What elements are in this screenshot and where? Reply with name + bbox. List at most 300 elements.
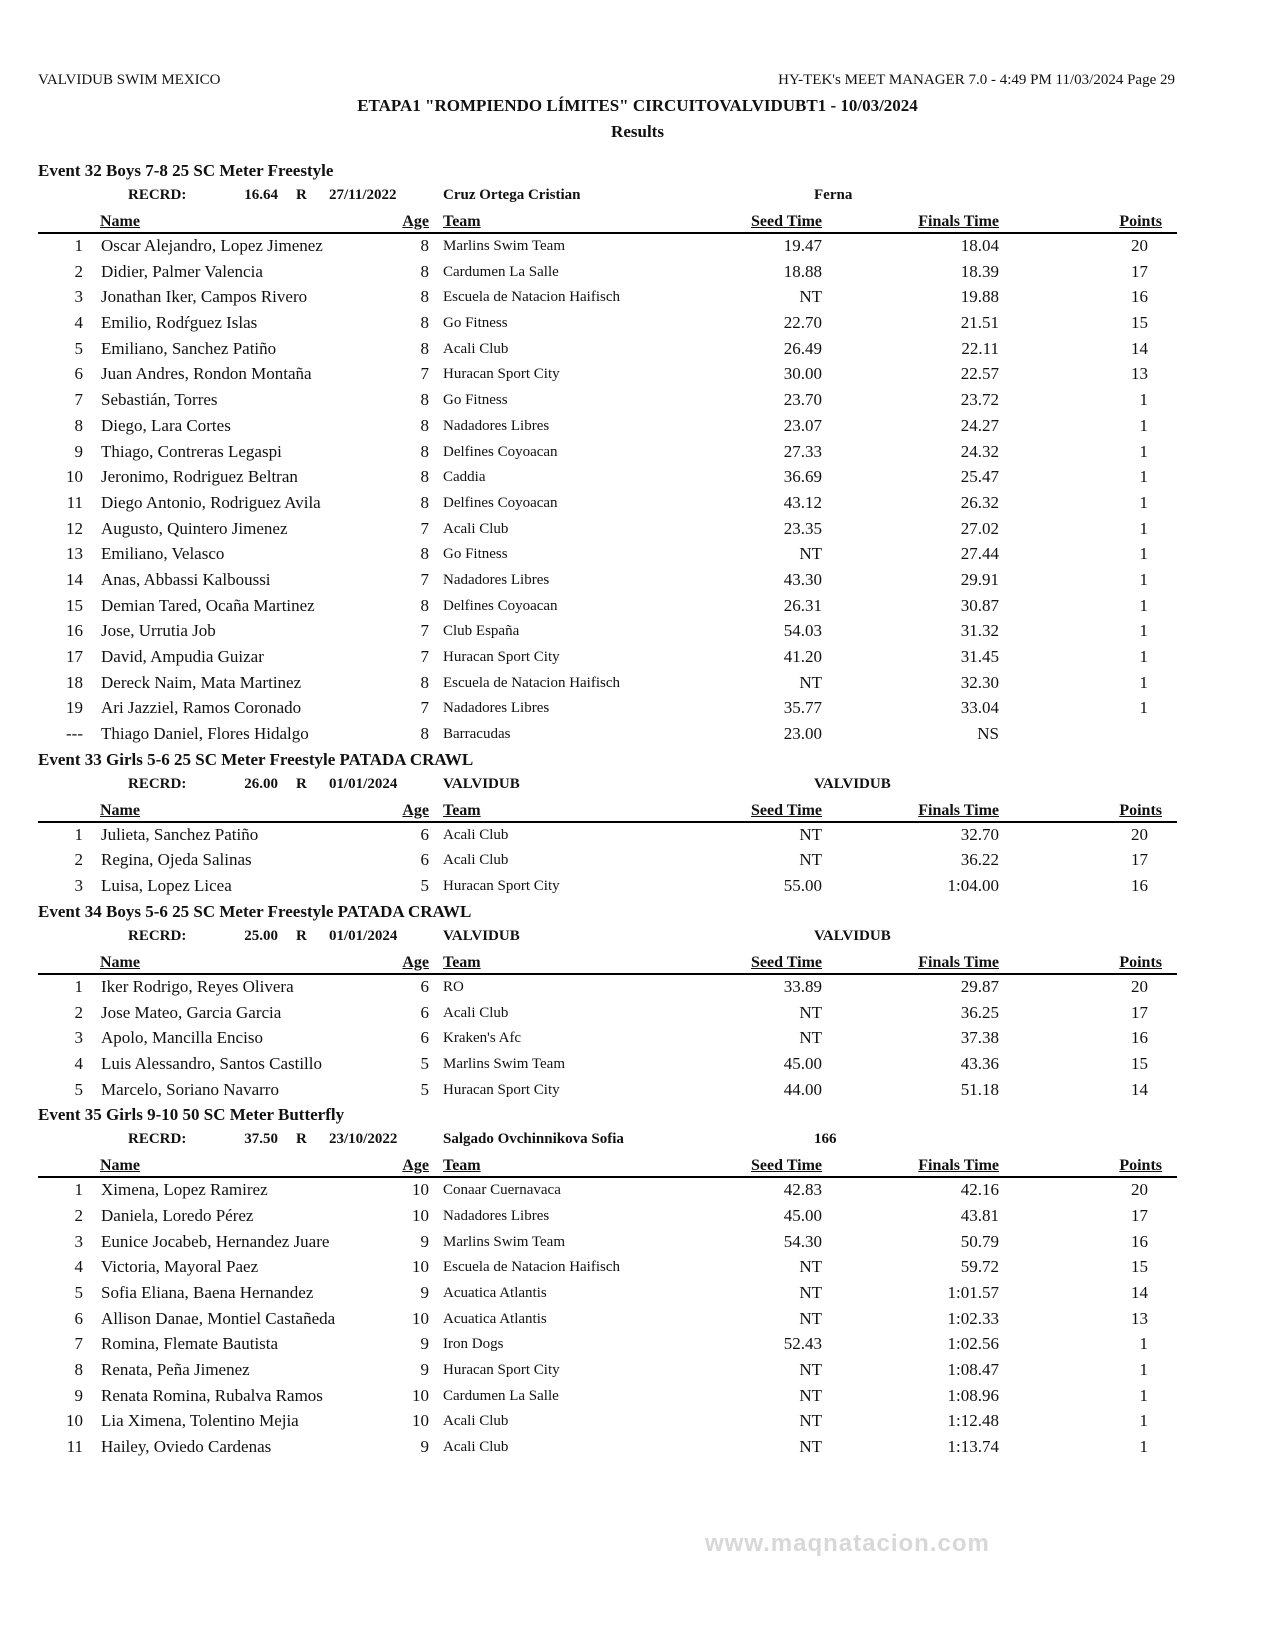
age: 8 bbox=[420, 441, 429, 461]
place: 1 bbox=[74, 236, 83, 255]
column-headers bbox=[38, 796, 1177, 823]
event-title: Event 33 Girls 5-6 25 SC Meter Freestyle PATADA CRAWL bbox=[38, 749, 474, 769]
record-time: 37.50 bbox=[244, 1131, 278, 1148]
age: 6 bbox=[420, 824, 429, 844]
place: 2 bbox=[74, 850, 83, 870]
swimmer-name: Didier, Palmer Valencia bbox=[101, 261, 263, 281]
table-row bbox=[0, 1358, 1275, 1384]
team: Acali Club bbox=[443, 826, 509, 843]
table-row bbox=[0, 594, 1275, 620]
points: 13 bbox=[1131, 364, 1148, 384]
event-section bbox=[0, 159, 1275, 748]
finals-time: 30.87 bbox=[960, 595, 999, 615]
place: 1 bbox=[74, 976, 83, 996]
table-row bbox=[0, 1052, 1275, 1078]
table-row bbox=[0, 1001, 1275, 1027]
points: 1 bbox=[1139, 672, 1148, 692]
table-row bbox=[0, 542, 1275, 568]
team: Cardumen La Salle bbox=[443, 1387, 559, 1404]
table-row bbox=[0, 1255, 1275, 1281]
place: 19 bbox=[66, 698, 83, 718]
age: 8 bbox=[420, 544, 429, 564]
place: 8 bbox=[74, 1360, 83, 1380]
points: 1 bbox=[1139, 390, 1148, 410]
column-headers bbox=[38, 207, 1177, 234]
table-row bbox=[0, 1435, 1275, 1461]
header-points: Points bbox=[1119, 1157, 1162, 1175]
header-points: Points bbox=[1119, 953, 1162, 971]
finals-time: NS bbox=[977, 724, 999, 744]
swimmer-name: Emiliano, Sanchez Patiño bbox=[101, 338, 277, 358]
finals-time: 43.81 bbox=[960, 1205, 999, 1225]
record-line bbox=[0, 924, 1275, 948]
table-row bbox=[0, 722, 1275, 748]
finals-time: 37.38 bbox=[960, 1028, 999, 1048]
seed-time: NT bbox=[799, 824, 822, 844]
finals-time: 27.02 bbox=[960, 518, 999, 538]
age: 8 bbox=[420, 338, 429, 358]
age: 8 bbox=[420, 236, 429, 255]
points: 17 bbox=[1131, 261, 1148, 281]
table-row bbox=[0, 848, 1275, 874]
finals-time: 18.39 bbox=[960, 261, 999, 281]
age: 7 bbox=[420, 518, 429, 538]
table-row bbox=[0, 1332, 1275, 1358]
header-team: Team bbox=[443, 801, 481, 819]
finals-time: 23.72 bbox=[960, 390, 999, 410]
team: Conaar Cuernavaca bbox=[443, 1182, 561, 1199]
seed-time: 30.00 bbox=[783, 364, 822, 384]
team: Marlins Swim Team bbox=[443, 1055, 565, 1072]
seed-time: NT bbox=[799, 1257, 822, 1277]
finals-time: 1:01.57 bbox=[947, 1283, 999, 1302]
event-section bbox=[0, 1103, 1275, 1461]
swimmer-name: Hailey, Oviedo Cardenas bbox=[101, 1437, 272, 1457]
age: 8 bbox=[420, 492, 429, 512]
table-row bbox=[0, 285, 1275, 311]
points: 1 bbox=[1139, 1360, 1148, 1380]
header-team: Team bbox=[443, 1157, 481, 1175]
swimmer-name: Romina, Flemate Bautista bbox=[101, 1334, 279, 1354]
table-row bbox=[0, 975, 1275, 1001]
swimmer-name: Renata, Peña Jimenez bbox=[101, 1360, 250, 1380]
points: 15 bbox=[1131, 313, 1148, 333]
age: 6 bbox=[420, 1028, 429, 1048]
points: 15 bbox=[1131, 1053, 1148, 1073]
age: 10 bbox=[412, 1385, 429, 1405]
team: Escuela de Natacion Haifisch bbox=[443, 289, 621, 306]
team: Go Fitness bbox=[443, 546, 508, 563]
age: 9 bbox=[420, 1360, 429, 1380]
record-holder: VALVIDUB bbox=[443, 775, 520, 792]
record-line bbox=[0, 772, 1275, 796]
table-row bbox=[0, 1307, 1275, 1333]
finals-time: 51.18 bbox=[960, 1079, 999, 1099]
finals-time: 1:02.33 bbox=[947, 1308, 999, 1328]
seed-time: 26.31 bbox=[783, 595, 822, 615]
seed-time: NT bbox=[799, 1283, 822, 1302]
points: 1 bbox=[1139, 1437, 1148, 1457]
team: Barracudas bbox=[443, 726, 511, 743]
team: Huracan Sport City bbox=[443, 878, 560, 895]
record-label: RECRD: bbox=[128, 1131, 187, 1148]
points: 1 bbox=[1139, 595, 1148, 615]
place: 4 bbox=[74, 1257, 83, 1277]
swimmer-name: Jeronimo, Rodriguez Beltran bbox=[101, 467, 298, 487]
points: 1 bbox=[1139, 441, 1148, 461]
place: 3 bbox=[74, 1028, 83, 1048]
place: --- bbox=[66, 724, 83, 744]
place: 17 bbox=[66, 647, 83, 666]
points: 14 bbox=[1131, 1079, 1148, 1099]
event-section bbox=[0, 900, 1275, 1103]
seed-time: 23.35 bbox=[783, 518, 822, 538]
event-title: Event 34 Boys 5-6 25 SC Meter Freestyle PATADA CRAWL bbox=[38, 901, 472, 921]
points: 1 bbox=[1139, 1411, 1148, 1431]
seed-time: 36.69 bbox=[783, 467, 822, 487]
finals-time: 24.32 bbox=[960, 441, 999, 461]
age: 6 bbox=[420, 1002, 429, 1022]
seed-time: NT bbox=[799, 672, 822, 692]
record-holder: Salgado Ovchinnikova Sofia bbox=[443, 1131, 624, 1148]
swimmer-name: Iker Rodrigo, Reyes Olivera bbox=[101, 976, 294, 996]
seed-time: 44.00 bbox=[783, 1079, 822, 1099]
finals-time: 22.11 bbox=[961, 338, 999, 358]
age: 9 bbox=[420, 1231, 429, 1251]
record-line bbox=[0, 183, 1275, 207]
team: Iron Dogs bbox=[443, 1336, 504, 1353]
swimmer-name: Sofia Eliana, Baena Hernandez bbox=[101, 1283, 314, 1302]
place: 4 bbox=[74, 1053, 83, 1073]
team: Acuatica Atlantis bbox=[443, 1285, 547, 1301]
place: 7 bbox=[74, 1334, 83, 1354]
event-section bbox=[0, 748, 1275, 900]
points: 16 bbox=[1131, 287, 1148, 307]
team: Nadadores Libres bbox=[443, 571, 550, 588]
place: 11 bbox=[66, 492, 83, 512]
finals-time: 29.87 bbox=[960, 976, 999, 996]
header-seed-time: Seed Time bbox=[751, 1157, 822, 1175]
age: 8 bbox=[420, 724, 429, 744]
table-row bbox=[0, 696, 1275, 722]
table-row bbox=[0, 388, 1275, 414]
swimmer-name: Julieta, Sanchez Patiño bbox=[101, 824, 259, 844]
team: Nadadores Libres bbox=[443, 417, 550, 434]
age: 9 bbox=[420, 1334, 429, 1354]
finals-time: 1:08.96 bbox=[947, 1385, 999, 1405]
finals-time: 36.25 bbox=[960, 1002, 999, 1022]
place: 12 bbox=[66, 518, 83, 538]
table-row bbox=[0, 619, 1275, 645]
swimmer-name: Ximena, Lopez Ramirez bbox=[101, 1180, 268, 1200]
header-age: Age bbox=[402, 1157, 429, 1175]
record-line bbox=[0, 1127, 1275, 1151]
team: Nadadores Libres bbox=[443, 1207, 550, 1224]
table-row bbox=[0, 1230, 1275, 1256]
age: 8 bbox=[420, 313, 429, 333]
team: Escuela de Natacion Haifisch bbox=[443, 674, 621, 691]
record-label: RECRD: bbox=[128, 187, 187, 203]
age: 8 bbox=[420, 415, 429, 435]
age: 6 bbox=[420, 850, 429, 870]
points: 20 bbox=[1131, 1180, 1148, 1200]
swimmer-name: Dereck Naim, Mata Martinez bbox=[101, 672, 302, 692]
record-flag: R bbox=[296, 775, 307, 792]
finals-time: 22.57 bbox=[960, 364, 999, 384]
swimmer-name: Emilio, Rodŕguez Islas bbox=[101, 313, 258, 333]
points: 1 bbox=[1139, 544, 1148, 564]
table-row bbox=[0, 440, 1275, 466]
seed-time: 18.88 bbox=[783, 261, 822, 281]
points: 1 bbox=[1139, 492, 1148, 512]
place: 6 bbox=[74, 364, 83, 384]
points: 16 bbox=[1131, 876, 1148, 896]
age: 10 bbox=[412, 1411, 429, 1431]
swimmer-name: Victoria, Mayoral Paez bbox=[101, 1257, 259, 1277]
seed-time: 27.33 bbox=[783, 441, 822, 461]
seed-time: 52.43 bbox=[783, 1334, 822, 1354]
age: 8 bbox=[420, 261, 429, 281]
team: Acuatica Atlantis bbox=[443, 1310, 547, 1327]
points: 20 bbox=[1131, 236, 1148, 255]
table-row bbox=[0, 414, 1275, 440]
swimmer-name: Eunice Jocabeb, Hernandez Juare bbox=[101, 1231, 330, 1251]
finals-time: 18.04 bbox=[960, 236, 999, 255]
table-row bbox=[0, 1384, 1275, 1410]
age: 8 bbox=[420, 287, 429, 307]
seed-time: NT bbox=[799, 1437, 822, 1457]
organization-name: VALVIDUB SWIM MEXICO bbox=[38, 72, 221, 88]
column-headers bbox=[38, 948, 1177, 975]
finals-time: 59.72 bbox=[960, 1257, 999, 1277]
swimmer-name: Apolo, Mancilla Enciso bbox=[101, 1028, 263, 1048]
swimmer-name: Thiago, Contreras Legaspi bbox=[101, 441, 282, 461]
points: 1 bbox=[1139, 569, 1148, 589]
age: 7 bbox=[420, 698, 429, 718]
team: Go Fitness bbox=[443, 315, 508, 332]
place: 5 bbox=[74, 1079, 83, 1099]
place: 1 bbox=[74, 1180, 83, 1200]
age: 10 bbox=[412, 1308, 429, 1328]
table-row bbox=[0, 671, 1275, 697]
finals-time: 25.47 bbox=[960, 467, 999, 487]
table-row bbox=[0, 1178, 1275, 1204]
team: Huracan Sport City bbox=[443, 1362, 560, 1379]
finals-time: 1:13.74 bbox=[947, 1437, 999, 1457]
swimmer-name: Anas, Abbassi Kalboussi bbox=[101, 569, 271, 589]
team: Nadadores Libres bbox=[443, 700, 550, 717]
place: 5 bbox=[74, 1283, 83, 1302]
team: Go Fitness bbox=[443, 392, 508, 409]
header-seed-time: Seed Time bbox=[751, 801, 822, 819]
swimmer-name: Jonathan Iker, Campos Rivero bbox=[101, 287, 308, 307]
record-holder: VALVIDUB bbox=[443, 927, 520, 944]
place: 3 bbox=[74, 287, 83, 307]
points: 15 bbox=[1131, 1257, 1148, 1277]
header-name: Name bbox=[100, 1157, 140, 1175]
team: Cardumen La Salle bbox=[443, 263, 559, 280]
finals-time: 32.30 bbox=[960, 672, 999, 692]
seed-time: NT bbox=[799, 1385, 822, 1405]
place: 10 bbox=[66, 467, 83, 487]
place: 6 bbox=[74, 1308, 83, 1328]
points: 14 bbox=[1131, 1283, 1148, 1302]
record-flag: R bbox=[296, 187, 307, 203]
meet-title: ETAPA1 "ROMPIENDO LÍMITES" CIRCUITOVALVIDUBT1 - 10/03/2024 bbox=[357, 96, 918, 115]
team: Acali Club bbox=[443, 1413, 509, 1430]
points: 1 bbox=[1139, 1334, 1148, 1354]
team: Marlins Swim Team bbox=[443, 1233, 565, 1250]
record-flag: R bbox=[296, 927, 307, 944]
points: 1 bbox=[1139, 621, 1148, 641]
table-row bbox=[0, 260, 1275, 286]
results-heading: Results bbox=[611, 122, 664, 141]
swimmer-name: Juan Andres, Rondon Montaña bbox=[101, 364, 312, 384]
finals-time: 27.44 bbox=[960, 544, 999, 564]
finals-time: 19.88 bbox=[960, 287, 999, 307]
place: 11 bbox=[66, 1437, 83, 1457]
seed-time: 35.77 bbox=[783, 698, 822, 718]
age: 5 bbox=[420, 1079, 429, 1099]
swimmer-name: Jose, Urrutia Job bbox=[101, 621, 216, 641]
seed-time: 22.70 bbox=[783, 313, 822, 333]
team: Delfines Coyoacan bbox=[443, 494, 558, 511]
column-headers bbox=[38, 1151, 1177, 1178]
record-date: 23/10/2022 bbox=[329, 1131, 398, 1148]
finals-time: 1:02.56 bbox=[947, 1334, 999, 1354]
seed-time: 23.07 bbox=[783, 415, 822, 435]
points: 20 bbox=[1131, 824, 1148, 844]
finals-time: 36.22 bbox=[960, 850, 999, 870]
age: 8 bbox=[420, 467, 429, 487]
swimmer-name: David, Ampudia Guizar bbox=[101, 647, 264, 666]
place: 2 bbox=[74, 1205, 83, 1225]
swimmer-name: Regina, Ojeda Salinas bbox=[101, 850, 252, 870]
swimmer-name: Oscar Alejandro, Lopez Jimenez bbox=[101, 236, 323, 255]
events-list bbox=[0, 159, 1275, 1461]
seed-time: 54.03 bbox=[783, 621, 822, 641]
team: Marlins Swim Team bbox=[443, 238, 565, 254]
finals-time: 29.91 bbox=[960, 569, 999, 589]
header-seed-time: Seed Time bbox=[751, 213, 822, 230]
points: 17 bbox=[1131, 1002, 1148, 1022]
place: 9 bbox=[74, 441, 83, 461]
record-time: 16.64 bbox=[244, 187, 278, 203]
swimmer-name: Demian Tared, Ocaña Martinez bbox=[101, 595, 315, 615]
record-date: 01/01/2024 bbox=[329, 775, 398, 792]
seed-time: NT bbox=[799, 1028, 822, 1048]
table-row bbox=[0, 1281, 1275, 1307]
header-age: Age bbox=[402, 213, 429, 230]
place: 13 bbox=[66, 544, 83, 564]
place: 10 bbox=[66, 1411, 83, 1431]
age: 10 bbox=[412, 1257, 429, 1277]
table-row bbox=[0, 465, 1275, 491]
record-team: VALVIDUB bbox=[814, 775, 891, 792]
place: 8 bbox=[74, 415, 83, 435]
header-finals-time: Finals Time bbox=[918, 213, 999, 230]
watermark: www.maqnatacion.com bbox=[705, 1530, 990, 1557]
points: 16 bbox=[1131, 1231, 1148, 1251]
swimmer-name: Diego, Lara Cortes bbox=[101, 415, 231, 435]
header-name: Name bbox=[100, 801, 140, 819]
points: 20 bbox=[1131, 976, 1148, 996]
record-label: RECRD: bbox=[128, 927, 187, 944]
place: 16 bbox=[66, 621, 83, 641]
team: Huracan Sport City bbox=[443, 1081, 560, 1098]
place: 4 bbox=[74, 313, 83, 333]
table-row bbox=[0, 234, 1275, 260]
age: 10 bbox=[412, 1205, 429, 1225]
swimmer-name: Diego Antonio, Rodriguez Avila bbox=[101, 492, 321, 512]
record-date: 01/01/2024 bbox=[329, 927, 398, 944]
seed-time: 23.00 bbox=[783, 724, 822, 744]
header-finals-time: Finals Time bbox=[918, 1157, 999, 1175]
header-finals-time: Finals Time bbox=[918, 953, 999, 971]
event-title: Event 35 Girls 9-10 50 SC Meter Butterfly bbox=[38, 1105, 345, 1125]
team: Kraken's Afc bbox=[443, 1030, 522, 1047]
age: 7 bbox=[420, 647, 429, 666]
table-row bbox=[0, 1026, 1275, 1052]
place: 5 bbox=[74, 338, 83, 358]
header-seed-time: Seed Time bbox=[751, 953, 822, 971]
table-row bbox=[0, 491, 1275, 517]
finals-time: 32.70 bbox=[960, 824, 999, 844]
header-finals-time: Finals Time bbox=[918, 801, 999, 819]
table-row bbox=[0, 1204, 1275, 1230]
age: 6 bbox=[420, 976, 429, 996]
seed-time: NT bbox=[799, 1411, 822, 1431]
points: 17 bbox=[1131, 1205, 1148, 1225]
points: 13 bbox=[1131, 1308, 1148, 1328]
age: 5 bbox=[420, 1053, 429, 1073]
header-age: Age bbox=[402, 801, 429, 819]
seed-time: 43.30 bbox=[783, 569, 822, 589]
table-row bbox=[0, 337, 1275, 363]
team: Acali Club bbox=[443, 520, 509, 537]
record-flag: R bbox=[296, 1131, 307, 1148]
table-row bbox=[0, 1409, 1275, 1435]
software-timestamp-page: HY-TEK's MEET MANAGER 7.0 - 4:49 PM 11/03/2024 Page 29 bbox=[778, 72, 1175, 88]
swimmer-name: Jose Mateo, Garcia Garcia bbox=[101, 1002, 282, 1022]
age: 7 bbox=[420, 364, 429, 384]
age: 9 bbox=[420, 1437, 429, 1457]
finals-time: 1:08.47 bbox=[947, 1360, 999, 1380]
age: 7 bbox=[420, 569, 429, 589]
points: 1 bbox=[1139, 415, 1148, 435]
finals-time: 21.51 bbox=[960, 313, 999, 333]
record-time: 25.00 bbox=[244, 927, 278, 944]
team: Club España bbox=[443, 623, 520, 640]
points: 16 bbox=[1131, 1028, 1148, 1048]
finals-time: 43.36 bbox=[960, 1053, 999, 1073]
header-team: Team bbox=[443, 213, 481, 230]
finals-time: 24.27 bbox=[960, 415, 999, 435]
points: 1 bbox=[1139, 467, 1148, 487]
record-time: 26.00 bbox=[244, 775, 278, 792]
swimmer-name: Ari Jazziel, Ramos Coronado bbox=[101, 698, 302, 718]
team: Acali Club bbox=[443, 340, 509, 357]
swimmer-name: Marcelo, Soriano Navarro bbox=[101, 1079, 279, 1099]
team: Huracan Sport City bbox=[443, 366, 560, 383]
place: 15 bbox=[66, 595, 83, 615]
finals-time: 1:12.48 bbox=[947, 1411, 999, 1431]
place: 7 bbox=[74, 390, 83, 410]
seed-time: 19.47 bbox=[783, 236, 822, 255]
swimmer-name: Thiago Daniel, Flores Hidalgo bbox=[101, 724, 309, 744]
header-name: Name bbox=[100, 953, 140, 971]
team: Delfines Coyoacan bbox=[443, 597, 558, 614]
